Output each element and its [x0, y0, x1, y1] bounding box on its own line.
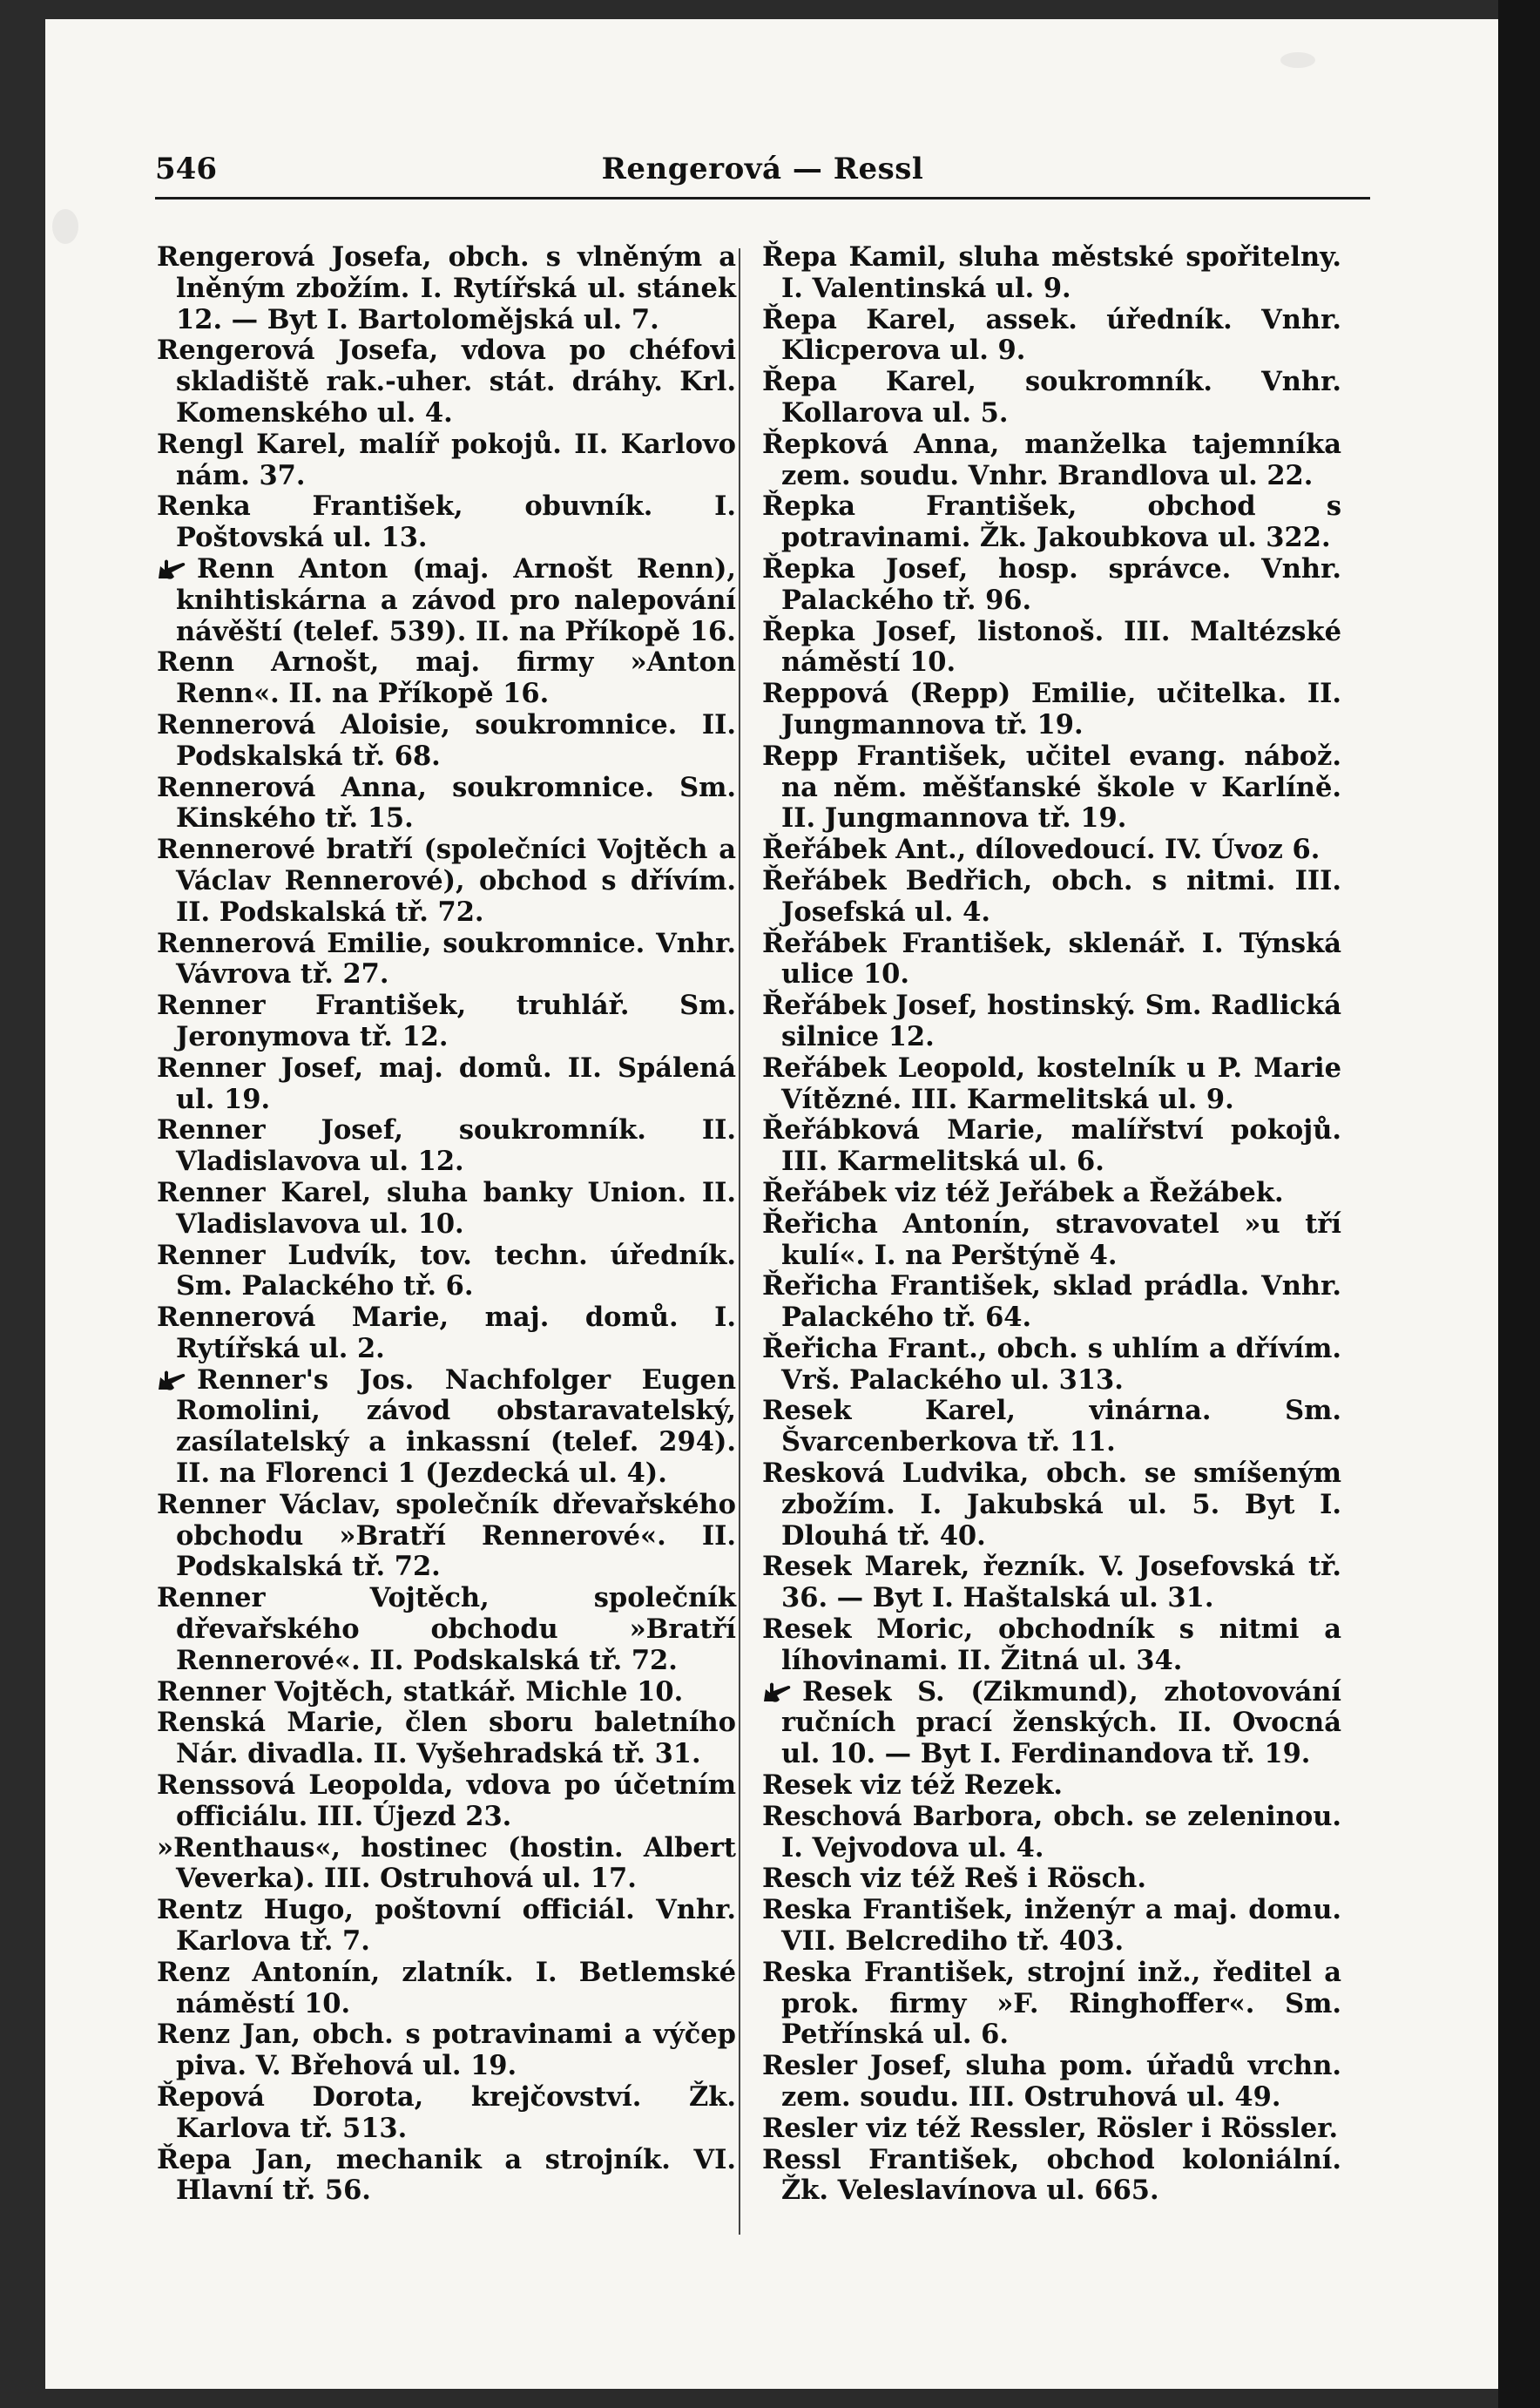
right-column-entry: [762, 1178, 1341, 1209]
paper-stain: [52, 209, 78, 244]
left-column-entry: [157, 1490, 736, 1583]
right-column-entry: [762, 1053, 1341, 1116]
entry-text: Rennerová Emilie, soukromnice. Vnhr. Vávrova tř. 27.: [157, 927, 736, 991]
entry-text: Resek Marek, řezník. V. Josefovská tř. 36. — Byt I. Haštalská ul. 31.: [762, 1551, 1341, 1614]
left-column-entry: [157, 1053, 736, 1116]
right-column-entry: [762, 367, 1341, 430]
entry-text: Reřábek Leopold, kostelník u P. Marie Vítězné. III. Karmelitská ul. 9.: [762, 1052, 1341, 1115]
right-column-entry: [762, 491, 1341, 554]
right-column-entry: [762, 1677, 1341, 1770]
entry-text: Řepa Karel, soukromník. Vnhr. Kollarova ul. 5.: [762, 366, 1341, 429]
left-column-entry: [157, 554, 736, 647]
right-column-entry: [762, 2145, 1341, 2208]
entry-text: Renner's Jos. Nachfolger Eugen Romolini, závod obstaravatelský, zasílatelský a inkassní (telef. 294). II. na Florenci 1 (Jezdecká ul. 4).: [176, 1363, 736, 1490]
entry-text: Řepka František, obchod s potravinami. Žk. Jakoubkova ul. 322.: [762, 490, 1341, 554]
left-column-entry: [157, 491, 736, 554]
entry-text: Řepka Josef, listonoš. III. Maltézské náměstí 10.: [762, 615, 1341, 679]
left-column-entry: [157, 1115, 736, 1178]
entry-text: Řepa Kamil, sluha městské spořitelny. I. Valentinská ul. 9.: [762, 241, 1341, 304]
right-column-entry: [762, 1334, 1341, 1397]
left-column-entry: [157, 710, 736, 773]
left-column-entry: [157, 1178, 736, 1241]
entry-text: Renn Arnošt, maj. firmy »Anton Renn«. II. na Příkopě 16.: [157, 646, 736, 710]
right-column-entry: [762, 1458, 1341, 1552]
entry-text: Řepa Jan, mechanik a strojník. VI. Hlavní tř. 56.: [157, 2143, 736, 2207]
entry-text: Řeřábek Josef, hostinský. Sm. Radlická silnice 12.: [762, 990, 1341, 1052]
entry-text: Resková Ludvika, obch. se smíšeným zbožím. I. Jakubská ul. 5. Byt I. Dlouhá tř. 40.: [762, 1458, 1341, 1552]
entry-text: Rennerové bratří (společníci Vojtěch a Václav Rennerové), obchod s dřívím. II. Podskalská tř. 72.: [157, 834, 736, 928]
right-column-entry: [762, 679, 1341, 741]
entry-text: Řeřábková Marie, malířství pokojů. III. Karmelitská ul. 6.: [762, 1114, 1341, 1178]
right-column: [762, 242, 1341, 2207]
entry-text: Resek viz též Rezek.: [762, 1769, 1063, 1802]
running-head: Rengerová — Ressl: [601, 152, 924, 186]
right-column-entry: [762, 991, 1341, 1053]
entry-text: Rennerová Aloisie, soukromnice. II. Podskalská tř. 68.: [157, 708, 736, 772]
right-column-entry: [762, 242, 1341, 305]
entry-text: Řeřicha František, sklad prádla. Vnhr. Palackého tř. 64.: [762, 1270, 1341, 1334]
entry-text: Renka František, obuvník. I. Poštovská ul. 13.: [157, 490, 736, 554]
entry-text: Renssová Leopolda, vdova po účetním officiálu. III. Újezd 23.: [157, 1769, 736, 1832]
entry-text: Repp František, učitel evang. nábož. na něm. měšťanské škole v Karlíně. II. Jungmannova tř. 19.: [762, 740, 1341, 835]
left-column-entry: [157, 1677, 736, 1708]
page-number: 546: [155, 152, 217, 186]
page-edge-shadow: [1498, 0, 1540, 2408]
left-column-entry: [157, 647, 736, 710]
paper-stain: [1280, 52, 1315, 68]
entry-text: Renner Josef, soukromník. II. Vladislavova ul. 12.: [157, 1114, 736, 1178]
entry-text: Resler viz též Ressler, Rösler i Rössler.: [762, 2112, 1339, 2144]
entry-text: Řeřicha Frant., obch. s uhlím a dřívím. Vrš. Palackého ul. 313.: [762, 1332, 1341, 1396]
entry-text: Reschová Barbora, obch. se zeleninou. I. Vejvodova ul. 4.: [762, 1800, 1341, 1863]
right-column-entry: [762, 1895, 1341, 1958]
left-column-entry: [157, 991, 736, 1053]
pointing-hand-icon: [157, 557, 186, 579]
left-column-entry: [157, 335, 736, 429]
right-column-entry: [762, 1396, 1341, 1458]
right-column-entry: [762, 1271, 1341, 1334]
right-column-entry: [762, 1802, 1341, 1864]
left-column-entry: [157, 1895, 736, 1958]
right-column-entry: [762, 1552, 1341, 1614]
pointing-hand-icon: [157, 1368, 186, 1390]
entry-text: Renz Antonín, zlatník. I. Betlemské náměstí 10.: [157, 1956, 736, 2019]
right-column-entry: [762, 617, 1341, 680]
left-column-entry: [157, 773, 736, 835]
right-column-entry: [762, 1614, 1341, 1677]
entry-text: Resek Moric, obchodník s nitmi a líhovinami. II. Žitná ul. 34.: [762, 1613, 1341, 1676]
entry-text: Rengl Karel, malíř pokojů. II. Karlovo nám. 37.: [157, 428, 736, 491]
left-column-entry: [157, 2019, 736, 2082]
entry-text: Renner Ludvík, tov. techn. úředník. Sm. Palackého tř. 6.: [157, 1239, 736, 1302]
right-column-entry: [762, 554, 1341, 617]
left-column-entry: [157, 1583, 736, 1676]
right-column-entry: [762, 741, 1341, 835]
entry-text: Řeřábek Ant., dílovedoucí. IV. Úvoz 6.: [762, 834, 1320, 866]
entry-text: Renner Václav, společník dřevařského obchodu »Bratří Rennerové«. II. Podskalská tř. 72.: [157, 1488, 736, 1583]
entry-text: Resek Karel, vinárna. Sm. Švarcenberkova tř. 11.: [762, 1395, 1341, 1458]
entry-text: Renner Vojtěch, společník dřevařského obchodu »Bratří Rennerové«. II. Podskalská tř. 72.: [157, 1582, 736, 1676]
right-column-entry: [762, 430, 1341, 492]
left-column: [157, 242, 736, 2207]
entry-text: Renn Anton (maj. Arnošt Renn), knihtiskárna a závod pro nalepování návěští (telef. 539). II. na Příkopě 16.: [176, 552, 736, 647]
left-column-entry: [157, 430, 736, 492]
entry-text: Řeřábek Bedřich, obch. s nitmi. III. Josefská ul. 4.: [762, 864, 1341, 928]
entry-text: Řepa Karel, assek. úředník. Vnhr. Klicperova ul. 9.: [762, 303, 1341, 367]
pointing-hand-icon: [762, 1680, 792, 1702]
left-column-entry: [157, 835, 736, 928]
entry-text: Řepková Anna, manželka tajemníka zem. soudu. Vnhr. Brandlova ul. 22.: [762, 428, 1341, 491]
left-column-entry: [157, 1770, 736, 1833]
right-column-entry: [762, 2114, 1341, 2145]
left-column-entry: [157, 2145, 736, 2208]
entry-text: Řeřábek František, sklenář. I. Týnská ulice 10.: [762, 927, 1341, 991]
right-column-entry: [762, 1115, 1341, 1178]
left-column-entry: [157, 1302, 736, 1365]
entry-text: Renner Karel, sluha banky Union. II. Vladislavova ul. 10.: [157, 1176, 736, 1240]
right-column-entry: [762, 1958, 1341, 2051]
right-column-entry: [762, 929, 1341, 991]
entry-text: Rentz Hugo, poštovní officiál. Vnhr. Karlova tř. 7.: [157, 1894, 736, 1958]
entry-text: Reppová (Repp) Emilie, učitelka. II. Jungmannova tř. 19.: [762, 678, 1341, 741]
right-column-entry: [762, 1209, 1341, 1272]
entry-text: Resch viz též Reš i Rösch.: [762, 1863, 1146, 1895]
entry-text: Rengerová Josefa, vdova po chéfovi skladiště rak.-uher. stát. dráhy. Krl. Komenského ul. 4.: [157, 335, 736, 429]
entry-text: Resek S. (Zikmund), zhotovování ručních prací ženských. II. Ovocná ul. 10. — Byt I. Ferdinandova tř. 19.: [781, 1675, 1341, 1770]
left-column-entry: [157, 2082, 736, 2145]
right-column-entry: [762, 2051, 1341, 2114]
entry-text: Řeřábek viz též Jeřábek a Řežábek.: [762, 1176, 1284, 1208]
page-header: [155, 148, 1370, 200]
column-divider: [739, 248, 740, 2235]
entry-text: Renská Marie, člen sboru baletního Nár. divadla. II. Vyšehradská tř. 31.: [157, 1707, 736, 1770]
right-column-entry: [762, 835, 1341, 866]
entry-text: Rennerová Anna, soukromnice. Sm. Kinského tř. 15.: [157, 771, 736, 835]
entry-text: Resler Josef, sluha pom. úřadů vrchn. zem. soudu. III. Ostruhová ul. 49.: [762, 2050, 1341, 2114]
entry-text: Reska František, strojní inž., ředitel a prok. firmy »F. Ringhoffer«. Sm. Petřínská ul. 6.: [762, 1956, 1341, 2051]
entry-text: Renner František, truhlář. Sm. Jeronymova tř. 12.: [157, 990, 736, 1052]
entry-text: Reska František, inženýr a maj. domu. VII. Belcrediho tř. 403.: [762, 1894, 1341, 1958]
left-column-entry: [157, 1708, 736, 1770]
right-column-entry: [762, 305, 1341, 368]
left-column-entry: [157, 1833, 736, 1896]
entry-text: »Renthaus«, hostinec (hostin. Albert Veverka). III. Ostruhová ul. 17.: [157, 1831, 736, 1895]
entry-text: Řeřicha Antonín, stravovatel »u tří kulí«. I. na Perštýně 4.: [762, 1207, 1341, 1271]
entry-text: Renner Josef, maj. domů. II. Spálená ul. 19.: [157, 1052, 736, 1115]
entry-text: Řepka Josef, hosp. správce. Vnhr. Palackého tř. 96.: [762, 552, 1341, 616]
right-column-entry: [762, 866, 1341, 929]
entry-text: Rennerová Marie, maj. domů. I. Rytířská ul. 2.: [157, 1302, 736, 1364]
left-column-entry: [157, 242, 736, 335]
entry-text: Řepová Dorota, krejčovství. Žk. Karlova tř. 513.: [157, 2081, 736, 2144]
left-column-entry: [157, 1958, 736, 2020]
left-column-entry: [157, 1365, 736, 1490]
entry-text: Renner Vojtěch, statkář. Michle 10.: [157, 1675, 684, 1708]
left-column-entry: [157, 1241, 736, 1303]
right-column-entry: [762, 1770, 1341, 1802]
entry-text: Renz Jan, obch. s potravinami a výčep piva. V. Břehová ul. 19.: [157, 2019, 736, 2082]
right-column-entry: [762, 1863, 1341, 1895]
entry-text: Ressl František, obchod koloniální. Žk. Veleslavínova ul. 665.: [762, 2143, 1341, 2207]
left-column-entry: [157, 929, 736, 991]
entry-text: Rengerová Josefa, obch. s vlněným a lněným zbožím. I. Rytířská ul. stánek 12. — Byt I. Bartolomějská ul. 7.: [157, 241, 736, 335]
